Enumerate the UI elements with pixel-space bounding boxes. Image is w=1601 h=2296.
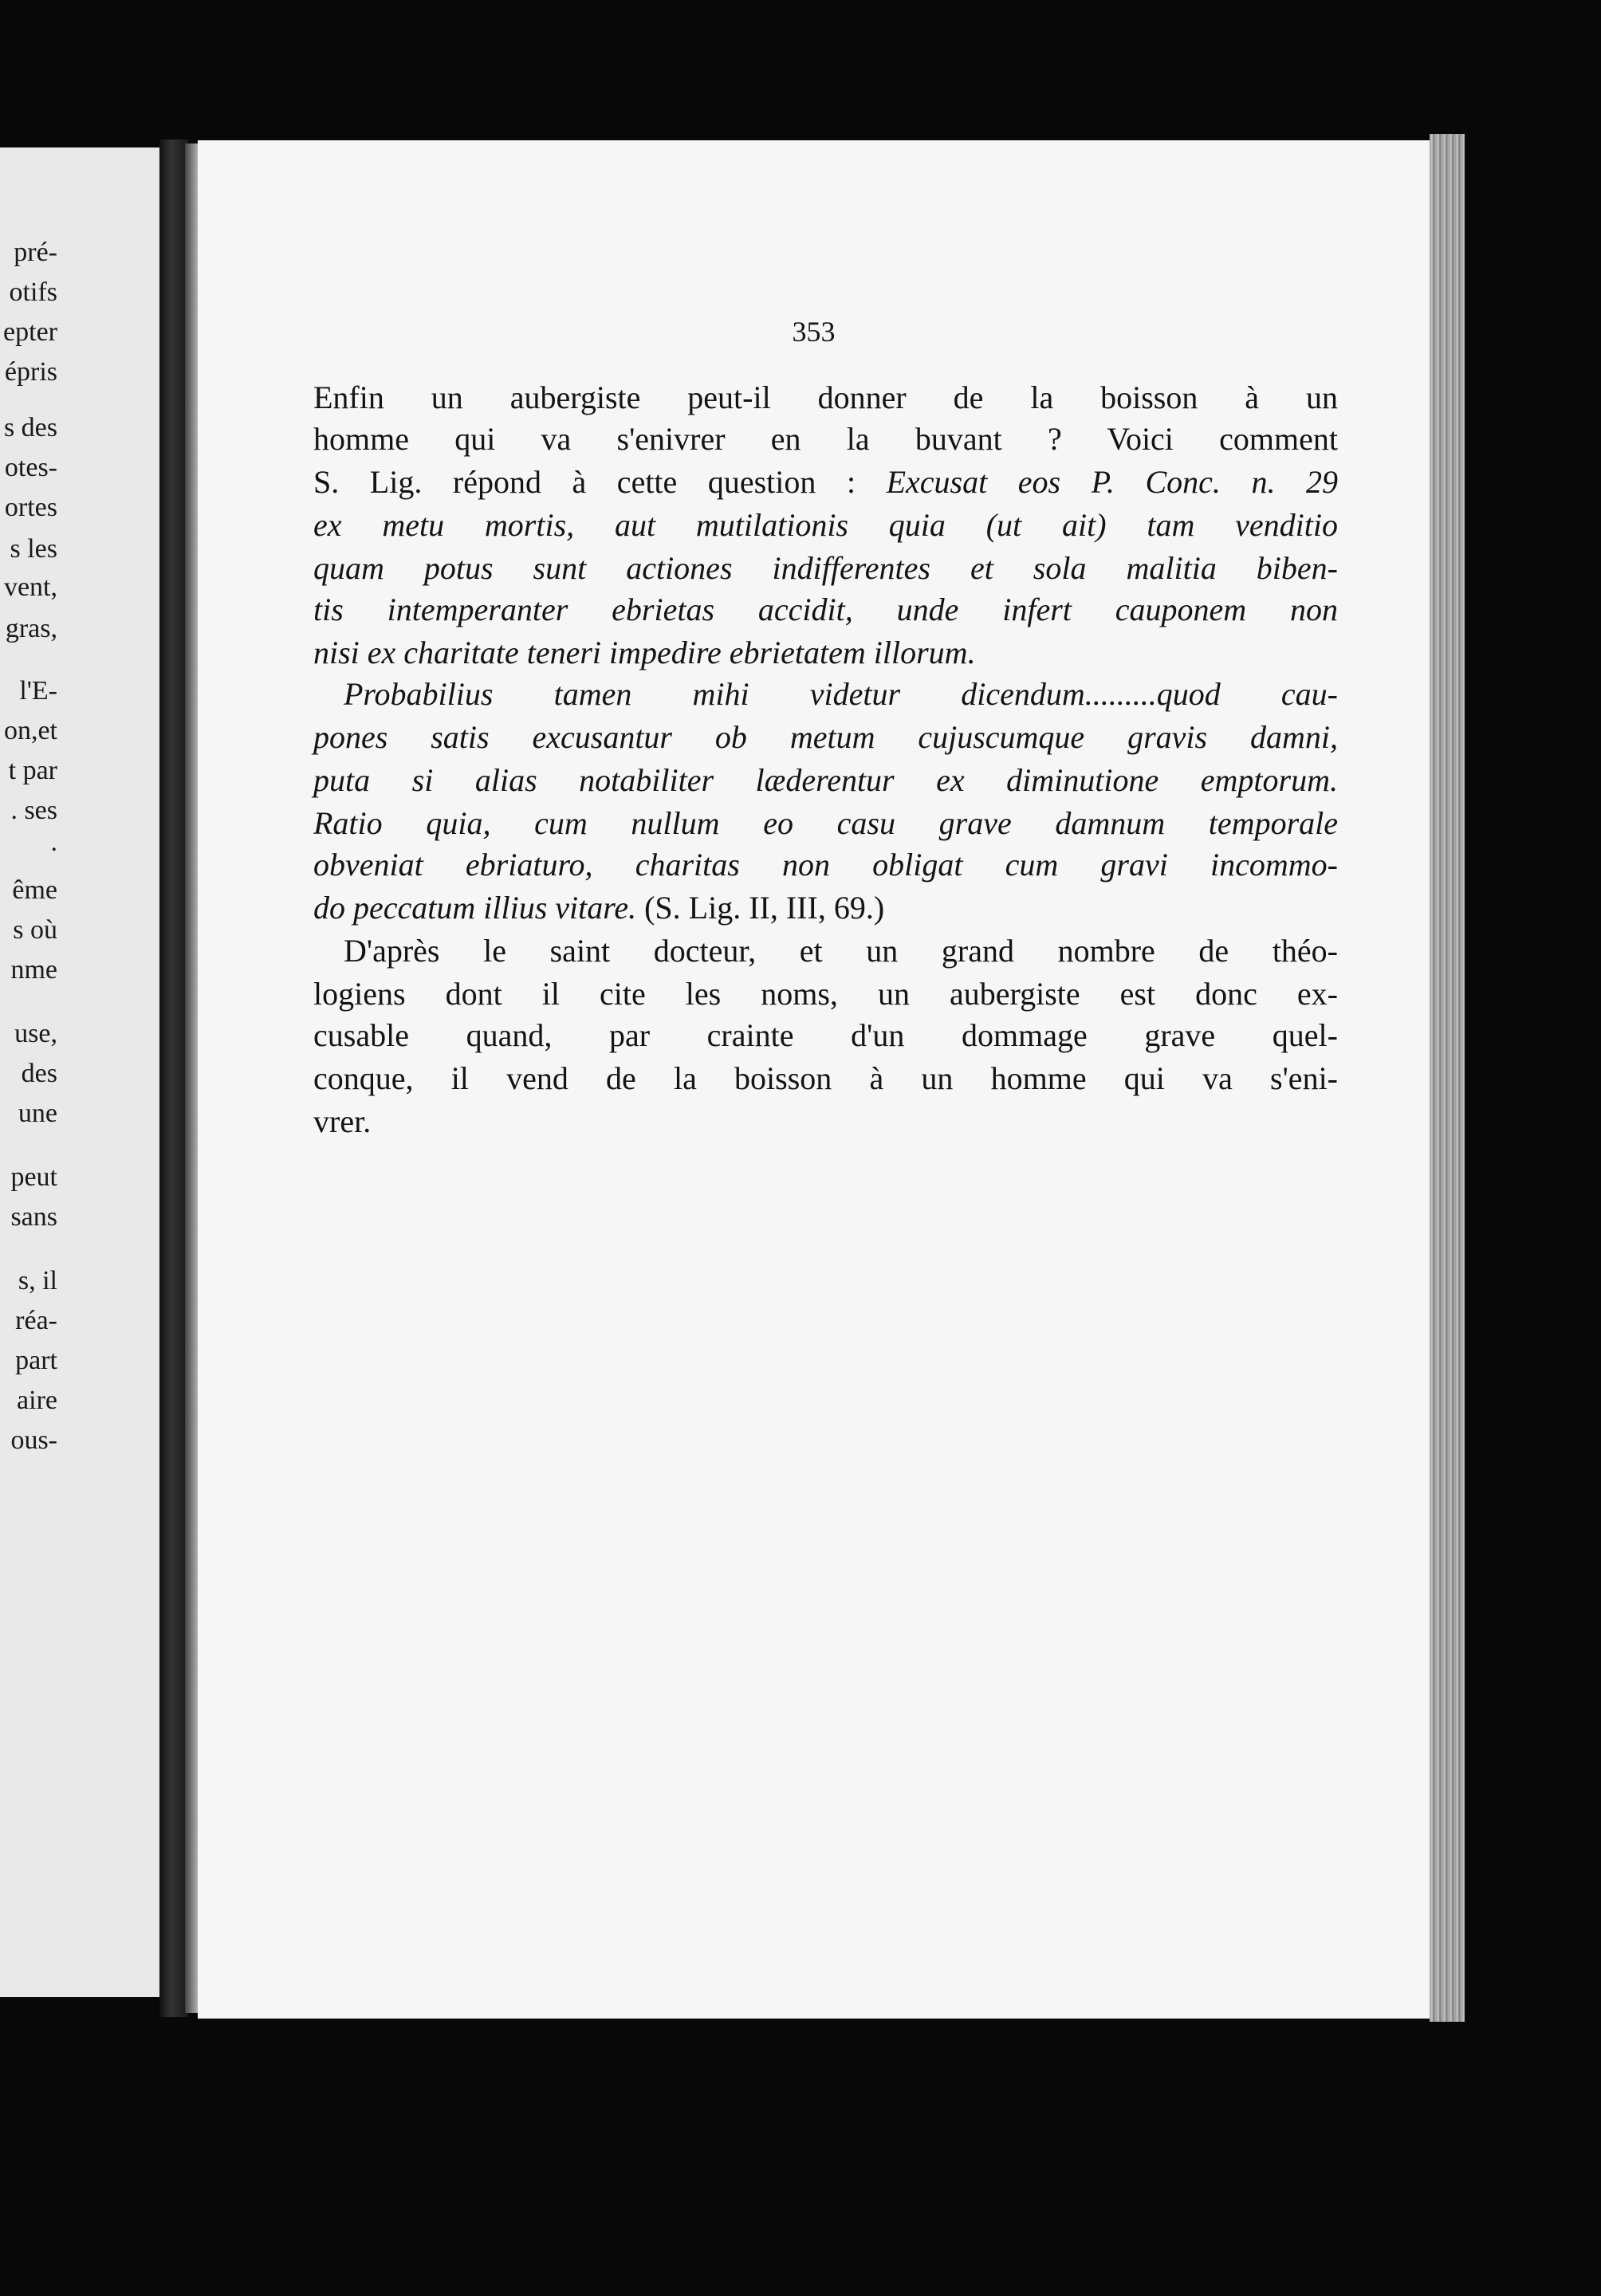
text-line: [313, 550, 1338, 587]
citation: (S. Lig. II, III, 69.): [636, 890, 885, 926]
left-page-text-fragment: ême: [12, 875, 57, 905]
left-page-text-fragment: gras,: [5, 614, 57, 643]
line-text: Ratio quia, cum nullum eo casu grave damnum temporale: [313, 805, 1338, 841]
line-text: vrer.: [313, 1103, 372, 1139]
left-page-text-fragment: nme: [10, 955, 57, 985]
left-page-text-fragment: peut: [10, 1162, 57, 1192]
line-text: D'après le saint docteur, et un grand nombre de théo-: [344, 933, 1338, 969]
book-page: [198, 140, 1430, 2019]
text-line: [313, 464, 1338, 501]
left-page-text-fragment: une: [18, 1099, 57, 1128]
text-line: [344, 676, 1338, 713]
left-page-text-fragment: l'E-: [19, 676, 57, 706]
line-text: ex metu mortis, aut mutilationis quia (ut ait) tam venditio: [313, 507, 1338, 543]
line-text-italic-tail: Excusat eos P. Conc. n. 29: [886, 464, 1338, 500]
left-page-text-fragment: on,et: [3, 716, 57, 745]
line-text: homme qui va s'enivrer en la buvant ? Voici comment: [313, 421, 1338, 457]
left-page-text-fragment: otes-: [4, 453, 57, 482]
text-line: [313, 976, 1338, 1012]
left-page-text-fragment: épris: [4, 357, 57, 387]
line-text: puta si alias notabiliter læderentur ex diminutione emptorum.: [313, 762, 1338, 798]
line-text: pones satis excusantur ob metum cujuscumque gravis damni,: [313, 719, 1338, 755]
left-page-text-fragment: sans: [10, 1202, 57, 1232]
text-line: [313, 1017, 1338, 1054]
text-line: [313, 890, 1338, 926]
left-page-text-fragment: vent,: [3, 572, 57, 602]
left-page-text-fragment: epter: [3, 317, 57, 347]
left-page-text-fragment: t par: [8, 756, 57, 785]
line-text: obveniat ebriaturo, charitas non obligat cum gravi incommo-: [313, 847, 1338, 883]
text-line: [313, 379, 1338, 416]
text-line: [313, 421, 1338, 458]
text-line: [313, 762, 1338, 799]
left-page-text-fragment: use,: [14, 1019, 57, 1048]
text-line: [313, 719, 1338, 756]
left-page-text-fragment: réa-: [15, 1306, 57, 1335]
left-page-text-fragment: ous-: [10, 1425, 57, 1455]
left-page-text-fragment: .: [50, 828, 57, 857]
left-page-text-fragment: ortes: [4, 493, 57, 522]
page-edges: [1430, 134, 1465, 2022]
left-page-text-fragment: pré-: [14, 238, 57, 267]
text-line: [344, 933, 1338, 969]
left-page-text-fragment: s, il: [18, 1266, 57, 1295]
text-line: [313, 847, 1338, 883]
left-facing-page: [0, 147, 159, 1997]
line-text: tis intemperanter ebrietas accidit, unde infert cauponem non: [313, 592, 1338, 627]
left-page-text-fragment: aire: [17, 1386, 57, 1415]
line-text: conque, il vend de la boisson à un homme qui va s'eni-: [313, 1060, 1338, 1096]
text-line: [313, 635, 1338, 671]
line-text: do peccatum illius vitare.: [313, 890, 637, 926]
left-page-text-fragment: . ses: [10, 796, 57, 825]
left-page-text-fragment: part: [15, 1346, 57, 1375]
left-page-text-fragment: otifs: [9, 277, 57, 307]
text-line: [313, 1103, 1338, 1140]
left-page-text-fragment: s des: [3, 413, 57, 442]
text-line: [313, 805, 1338, 842]
text-line: [313, 592, 1338, 628]
line-text: logiens dont il cite les noms, un aubergiste est donc ex-: [313, 976, 1338, 1012]
line-text: S. Lig. répond à cette question :: [313, 464, 887, 500]
text-line: [313, 507, 1338, 544]
line-text: quam potus sunt actiones indifferentes et sola malitia biben-: [313, 550, 1338, 586]
line-text: Probabilius tamen mihi videtur dicendum.........quod cau-: [344, 676, 1338, 712]
left-page-text-fragment: s les: [10, 534, 57, 564]
line-text: cusable quand, par crainte d'un dommage grave quel-: [313, 1017, 1338, 1053]
book-gutter: [159, 140, 188, 2017]
line-text: nisi ex charitate teneri impedire ebrietatem illorum.: [313, 635, 976, 670]
left-page-text-fragment: s où: [13, 915, 57, 945]
left-page-text-fragment: des: [21, 1059, 57, 1088]
line-text: Enfin un aubergiste peut-il donner de la boisson à un: [313, 379, 1338, 415]
page-number: 353: [792, 316, 836, 348]
text-line: [313, 1060, 1338, 1097]
